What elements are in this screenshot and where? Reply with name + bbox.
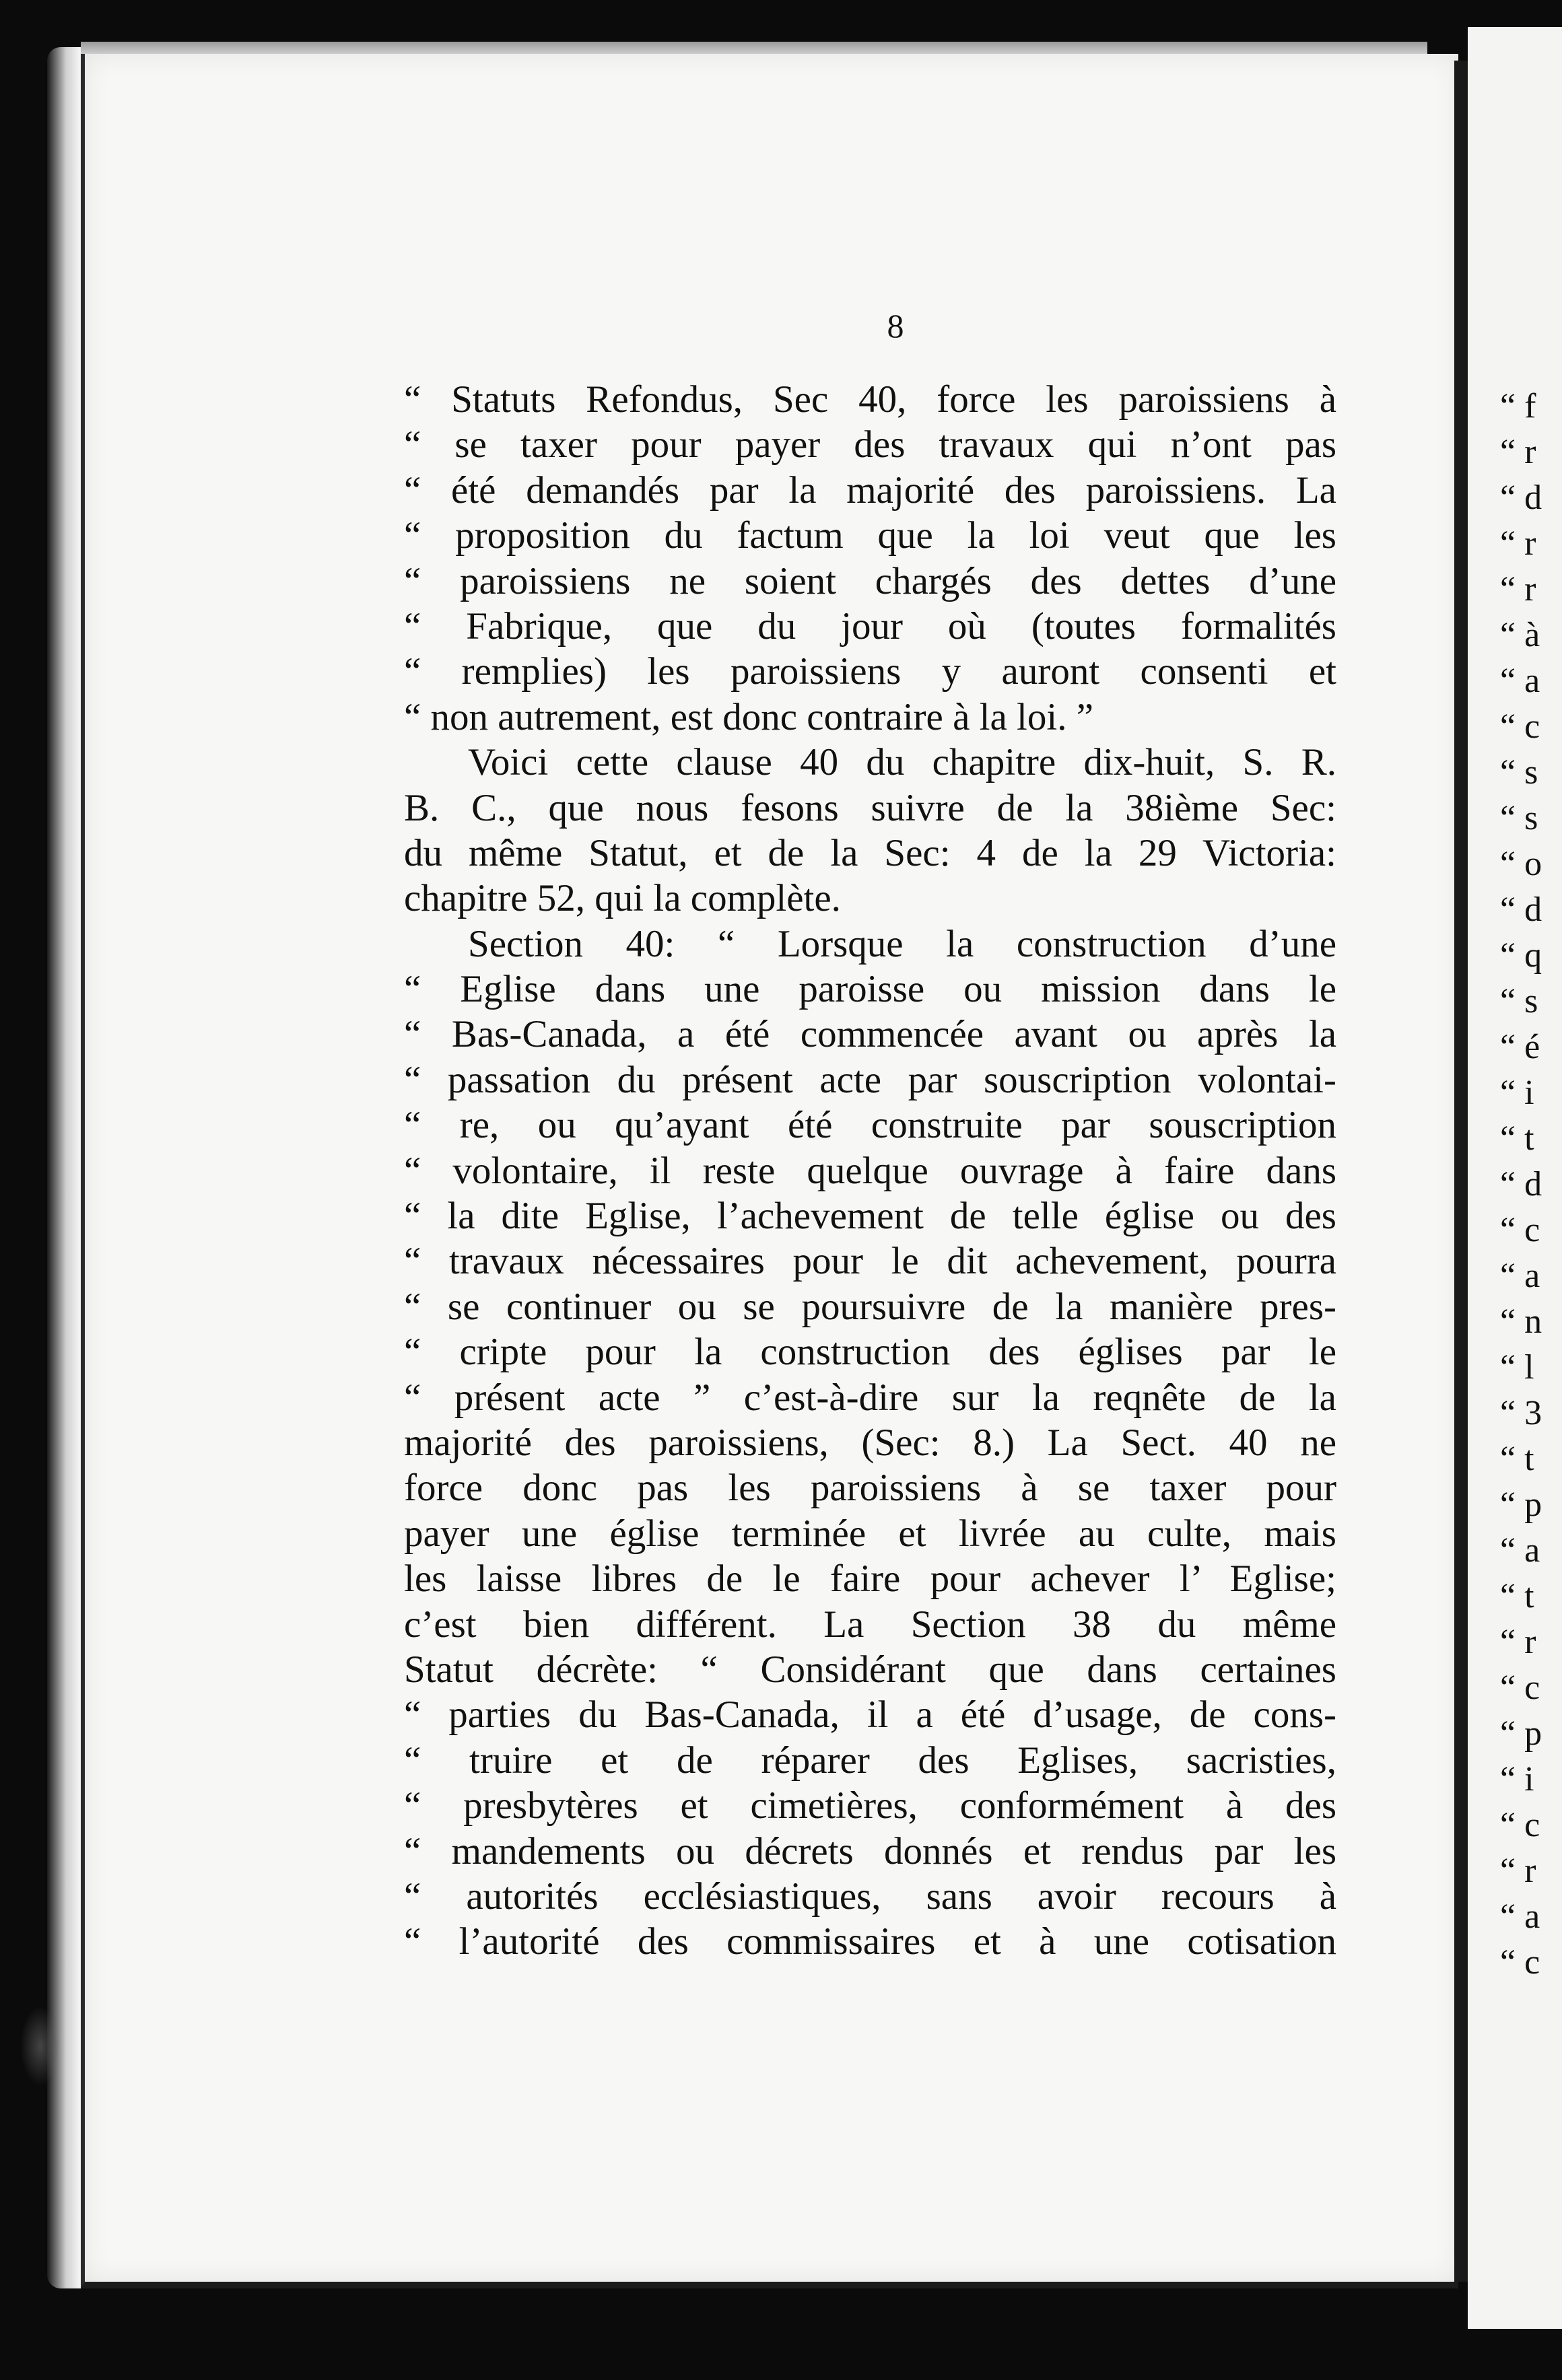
facing-page-line: “ a bbox=[1500, 1257, 1540, 1295]
text-line: “ paroissiens ne soient chargés des dettes d’une bbox=[404, 559, 1336, 602]
facing-page-line: “ r bbox=[1500, 433, 1536, 471]
text-line: “ proposition du factum que la loi veut que les bbox=[404, 514, 1336, 557]
text-line: “ été demandés par la majorité des paroissiens. La bbox=[404, 468, 1336, 512]
facing-page-line: “ a bbox=[1500, 1531, 1540, 1570]
facing-page-text bbox=[1500, 384, 1562, 1986]
page-gutter bbox=[1454, 61, 1468, 2282]
facing-page-line: “ s bbox=[1500, 799, 1538, 837]
facing-page-line: “ t bbox=[1500, 1119, 1534, 1158]
text-line: “ la dite Eglise, l’achevement de telle église ou des bbox=[404, 1195, 1336, 1238]
facing-page-line: “ à bbox=[1500, 616, 1540, 654]
facing-page-line: “ d bbox=[1500, 1165, 1542, 1203]
text-line: force donc pas les paroissiens à se taxer pour bbox=[404, 1467, 1336, 1510]
text-line: du même Statut, et de la Sec: 4 de la 29 Victoria: bbox=[404, 831, 1336, 874]
text-line: “ Eglise dans une paroisse ou mission dans le bbox=[404, 968, 1336, 1011]
text-line: Voici cette clause 40 du chapitre dix-huit, S. R. bbox=[468, 741, 1336, 784]
facing-page-line: “ s bbox=[1500, 753, 1538, 792]
scan-smudge bbox=[20, 2006, 61, 2087]
text-line: “ Bas-Canada, a été commencée avant ou après la bbox=[404, 1013, 1336, 1056]
facing-page-line: “ c bbox=[1500, 1669, 1540, 1707]
text-line: “ remplies) les paroissiens y auront consenti et bbox=[404, 650, 1336, 693]
text-line: Section 40: “ Lorsque la construction d’une bbox=[468, 922, 1336, 965]
facing-page-line: “ d bbox=[1500, 479, 1542, 517]
facing-page-line: “ a bbox=[1500, 1897, 1540, 1936]
facing-page-line: “ n bbox=[1500, 1302, 1542, 1341]
text-line: “ cripte pour la construction des églises par le bbox=[404, 1331, 1336, 1374]
facing-page-line: “ p bbox=[1500, 1485, 1542, 1524]
facing-page-line: “ r bbox=[1500, 524, 1536, 563]
facing-page-line: “ c bbox=[1500, 1943, 1540, 1982]
text-line: “ travaux nécessaires pour le dit achevement, pourra bbox=[404, 1240, 1336, 1283]
facing-page-line: “ d bbox=[1500, 890, 1542, 929]
text-line: “ parties du Bas-Canada, il a été d’usage, de cons- bbox=[404, 1693, 1336, 1737]
facing-page-line: “ c bbox=[1500, 1806, 1540, 1844]
page-number: 8 bbox=[887, 307, 904, 345]
text-line: “ non autrement, est donc contraire à la loi. ” bbox=[404, 695, 1093, 738]
text-line: “ volontaire, il reste quelque ouvrage à faire dans bbox=[404, 1149, 1336, 1192]
text-line: majorité des paroissiens, (Sec: 8.) La Sect. 40 ne bbox=[404, 1421, 1336, 1464]
text-line: “ se taxer pour payer des travaux qui n’ont pas bbox=[404, 423, 1336, 466]
facing-page-line: “ r bbox=[1500, 1623, 1536, 1661]
text-line: “ re, ou qu’ayant été construite par souscription bbox=[404, 1104, 1336, 1147]
facing-page-line: “ p bbox=[1500, 1714, 1542, 1753]
facing-page-line: “ o bbox=[1500, 845, 1542, 883]
text-line: c’est bien différent. La Section 38 du même bbox=[404, 1603, 1336, 1646]
text-line: “ l’autorité des commissaires et à une cotisation bbox=[404, 1920, 1336, 1963]
facing-page-line: “ q bbox=[1500, 936, 1542, 975]
facing-page-line: “ r bbox=[1500, 570, 1536, 608]
text-line: “ Statuts Refondus, Sec 40, force les paroissiens à bbox=[404, 378, 1336, 421]
text-line: “ passation du présent acte par souscription volontai- bbox=[404, 1058, 1336, 1101]
facing-page-line: “ i bbox=[1500, 1760, 1534, 1798]
facing-page-line: “ t bbox=[1500, 1440, 1534, 1478]
text-line: “ se continuer ou se poursuivre de la manière pres- bbox=[404, 1285, 1336, 1328]
facing-page-line: “ r bbox=[1500, 1852, 1536, 1890]
facing-page-line: “ c bbox=[1500, 1211, 1540, 1249]
text-line: “ mandements ou décrets donnés et rendus par les bbox=[404, 1829, 1336, 1873]
text-line: les laisse libres de le faire pour achever l’ Eglise; bbox=[404, 1558, 1336, 1601]
body-text bbox=[404, 377, 1336, 1965]
text-line: “ autorités ecclésiastiques, sans avoir recours à bbox=[404, 1875, 1336, 1918]
facing-page-line: “ l bbox=[1500, 1348, 1534, 1387]
facing-page-line: “ f bbox=[1500, 387, 1536, 425]
facing-page-line: “ i bbox=[1500, 1074, 1534, 1112]
facing-page-line: “ c bbox=[1500, 707, 1540, 746]
text-line: “ présent acte ” c’est-à-dire sur la reqnête de la bbox=[404, 1376, 1336, 1419]
text-line: “ Fabrique, que du jour où (toutes formalités bbox=[404, 604, 1336, 648]
text-line: chapitre 52, qui la complète. bbox=[404, 877, 841, 920]
facing-page-line: “ a bbox=[1500, 662, 1540, 700]
facing-page-line: “ s bbox=[1500, 982, 1538, 1020]
text-line: “ truire et de réparer des Eglises, sacristies, bbox=[404, 1739, 1336, 1782]
facing-page-line: “ t bbox=[1500, 1577, 1534, 1615]
text-line: Statut décrète: “ Considérant que dans certaines bbox=[404, 1648, 1336, 1691]
facing-page-line: “ é bbox=[1500, 1028, 1540, 1066]
facing-page-line: “ 3 bbox=[1500, 1394, 1542, 1432]
text-line: “ presbytères et cimetières, conformément à des bbox=[404, 1784, 1336, 1827]
text-line: B. C., que nous fesons suivre de la 38ième Sec: bbox=[404, 786, 1336, 829]
text-line: payer une église terminée et livrée au culte, mais bbox=[404, 1512, 1336, 1555]
